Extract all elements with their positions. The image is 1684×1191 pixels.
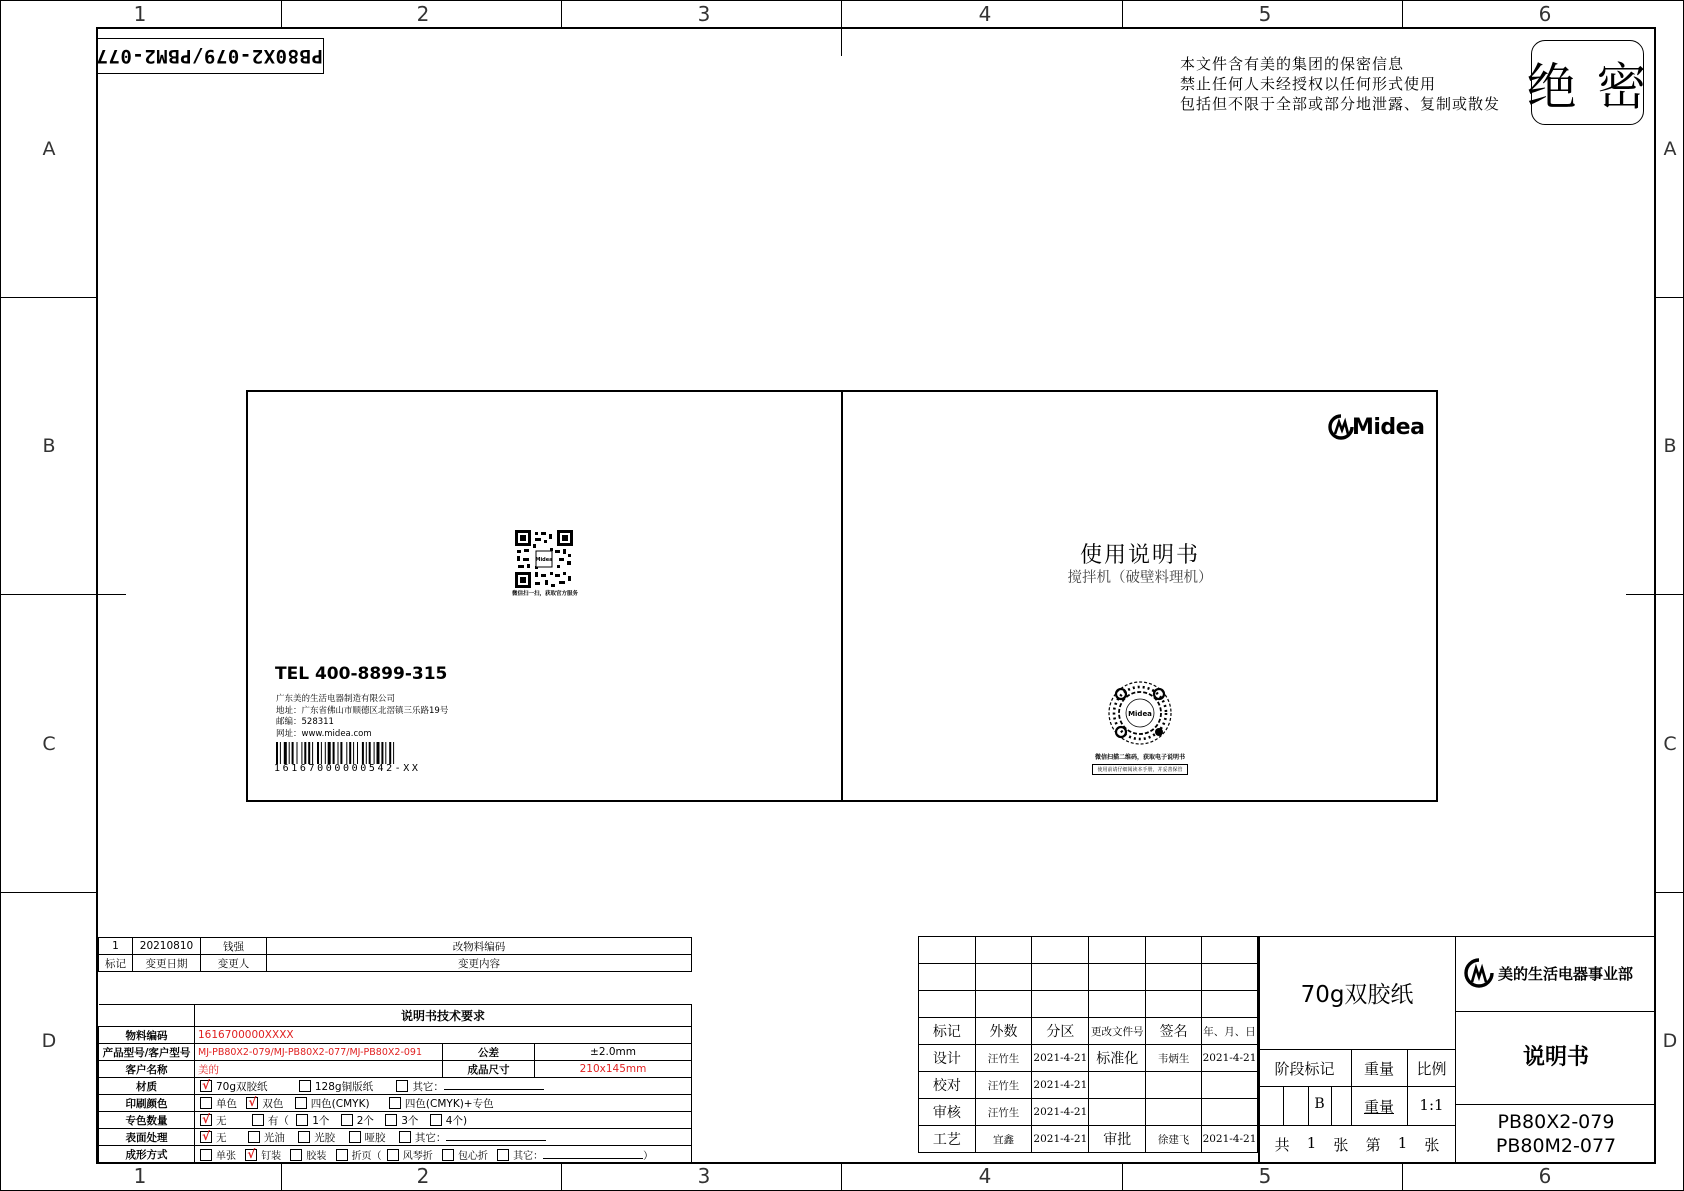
grid-row-b-right: B (1663, 435, 1677, 457)
corner-code-box (96, 38, 324, 74)
opt-surface-other: 其它： (414, 1131, 447, 1144)
tb-review-name: 汪竹生 (975, 1099, 1032, 1126)
opt-forming-other: 其它： (513, 1150, 544, 1162)
tb-weight-value: 重量 (1363, 1098, 1394, 1116)
grid-col-3-bottom: 3 (697, 1164, 711, 1188)
confidential-stamp (1526, 40, 1649, 125)
grid-row-d: D (41, 1030, 57, 1052)
checkbox-material-other[interactable] (396, 1080, 408, 1092)
grid-col-2: 2 (416, 2, 430, 26)
checkbox-single-sheet[interactable] (200, 1149, 212, 1161)
spec-label-material-code: 物料编码 (99, 1027, 195, 1044)
revision-header-content: 变更内容 (267, 955, 692, 972)
tb-standard-name: 韦炳生 (1146, 1045, 1202, 1072)
spec-table (98, 1004, 692, 1163)
spec-label-spot: 专色数量 (99, 1112, 195, 1129)
checkbox-two-color[interactable] (246, 1097, 258, 1109)
spec-title: 说明书技术要求 (195, 1005, 692, 1027)
spec-label-tolerance: 公差 (443, 1044, 535, 1061)
midea-company-logo-icon (1462, 958, 1496, 988)
grid-row-c: C (42, 733, 56, 755)
grid-row-c-right: C (1663, 733, 1677, 755)
spec-label-customer: 客户名称 (99, 1061, 195, 1078)
checkbox-surface-none[interactable] (200, 1131, 212, 1143)
tb-num: 1 (1397, 1134, 1408, 1152)
spec-label-forming: 成形方式 (99, 1146, 195, 1163)
tb-material: 70g双胶纸 (1300, 982, 1414, 1008)
front-subtitle: 搅拌机（破壁料理机） (1067, 570, 1213, 586)
grid-col-5-bottom: 5 (1258, 1164, 1272, 1188)
svg-text:Midea: Midea (535, 557, 553, 563)
spec-material-options (195, 1078, 692, 1095)
grid-col-3: 3 (697, 2, 711, 26)
grid-col-6-bottom: 6 (1538, 1164, 1552, 1188)
checkbox-single-color[interactable] (200, 1097, 212, 1109)
grid-row-a: A (42, 138, 56, 160)
opt-spot-2: 2个 (356, 1114, 374, 1127)
tb-header-count: 外数 (975, 1018, 1032, 1045)
checkbox-spot-1[interactable] (296, 1114, 308, 1126)
opt-128g: 128g铜版纸 (314, 1080, 374, 1093)
tb-header-mark: 标记 (919, 1018, 976, 1045)
spec-tolerance: ±2.0mm (535, 1044, 692, 1061)
tb-total-unit: 张 (1333, 1136, 1349, 1154)
back-address: 地址：广东省佛山市顺德区北滘镇三乐路19号 (276, 705, 449, 716)
opt-glued: 胶装 (306, 1150, 327, 1162)
checkbox-forming-other[interactable] (497, 1149, 509, 1161)
revision-header-date: 变更日期 (133, 955, 201, 972)
grid-row-d-right: D (1662, 1030, 1678, 1052)
tb-approve-date: 2021-4-21 (1201, 1126, 1257, 1153)
notice-line-1: 本文件含有美的集团的保密信息 (1180, 55, 1405, 73)
revision-header-mark: 标记 (99, 955, 133, 972)
grid-row-b: B (42, 435, 56, 457)
opt-single-sheet: 单张 (216, 1150, 236, 1162)
tb-process-name: 宜鑫 (975, 1126, 1032, 1153)
opt-material-other: 其它： (412, 1080, 444, 1093)
opt-spot-4: 4个) (445, 1114, 468, 1127)
checkbox-roll-fold[interactable] (442, 1149, 454, 1161)
front-mini-program-code (1107, 680, 1173, 746)
grid-col-5: 5 (1258, 2, 1272, 26)
spec-label-material: 材质 (99, 1078, 195, 1095)
tb-company (1462, 958, 1633, 988)
tb-weight-label: 重量 (1363, 1060, 1394, 1078)
corner-code: PB80X2-079/PBM2-077 (96, 45, 323, 67)
checkbox-stapled[interactable] (245, 1149, 257, 1161)
tb-model-2: PB80M2-077 (1495, 1135, 1617, 1157)
tb-approve-label: 审批 (1089, 1126, 1146, 1153)
spec-material-code: 1616700000XXXX (195, 1027, 692, 1044)
tb-sheets (1258, 1134, 1456, 1155)
tb-design-name: 汪竹生 (975, 1045, 1032, 1072)
spec-customer: 美的 (195, 1061, 443, 1078)
tb-scale-label: 比例 (1416, 1060, 1447, 1078)
opt-cmyk: 四色(CMYK) (310, 1097, 370, 1110)
tb-num-label: 第 (1365, 1136, 1381, 1154)
checkbox-spot-2[interactable] (341, 1114, 353, 1126)
opt-cmyk-spot: 四色(CMYK)+专色 (404, 1097, 494, 1110)
spec-label-surface: 表面处理 (99, 1129, 195, 1146)
tb-standard-label: 标准化 (1089, 1045, 1146, 1072)
grid-col-2-bottom: 2 (416, 1164, 430, 1188)
revision-date: 20210810 (133, 938, 201, 955)
checkbox-spot-none[interactable] (200, 1114, 212, 1126)
spec-label-model: 产品型号/客户型号 (99, 1044, 195, 1061)
back-qr-caption: 微信扫一扫，获取官方服务 (511, 591, 578, 597)
tb-num-unit: 张 (1424, 1136, 1440, 1154)
grid-col-4: 4 (978, 2, 992, 26)
tb-company-name: 美的生活电器事业部 (1498, 964, 1634, 983)
opt-folded: 折页（ (351, 1150, 382, 1162)
tb-stage-value: B (1314, 1096, 1325, 1112)
midea-swirl-icon (1328, 414, 1354, 440)
tb-stage-label: 阶段标记 (1274, 1060, 1335, 1078)
grid-row-a-right: A (1663, 138, 1677, 160)
opt-spot-none: 无 (216, 1114, 227, 1127)
spec-model: MJ-PB80X2-079/MJ-PB80X2-077/MJ-PB80X2-091 (195, 1044, 443, 1061)
tb-review-date: 2021-4-21 (1032, 1099, 1089, 1126)
revision-table (98, 937, 692, 972)
spec-label-size: 成品尺寸 (443, 1061, 535, 1078)
opt-matte-film: 哑胶 (364, 1131, 386, 1144)
spec-surface-options (195, 1129, 692, 1146)
tb-header-date: 年、月、日 (1201, 1018, 1257, 1045)
opt-stapled: 钉装 (261, 1150, 282, 1162)
stamp-text: 绝 密 (1526, 57, 1649, 116)
opt-spot-3: 3个 (401, 1114, 419, 1127)
opt-two-color: 双色 (262, 1097, 284, 1110)
midea-logo (1328, 414, 1424, 440)
back-tel: TEL 400-8899-315 (275, 664, 448, 684)
tb-header-change-doc: 更改文件号 (1089, 1018, 1146, 1045)
checkbox-128g[interactable] (299, 1080, 311, 1092)
checkbox-70g[interactable] (200, 1080, 212, 1092)
tb-check-name: 汪竹生 (975, 1072, 1032, 1099)
grid-col-1-bottom: 1 (133, 1164, 147, 1188)
checkbox-gloss-film[interactable] (298, 1131, 310, 1143)
opt-single-color: 单色 (216, 1097, 237, 1110)
checkbox-spot-yes[interactable] (252, 1114, 264, 1126)
opt-spot-1: 1个 (312, 1114, 330, 1127)
spec-label-print: 印刷颜色 (99, 1095, 195, 1112)
tb-check-label: 校对 (919, 1072, 976, 1099)
tb-total-label: 共 (1274, 1136, 1290, 1154)
checkbox-varnish[interactable] (248, 1131, 260, 1143)
front-qr-caption: 微信扫描二维码，获取电子说明书 (1094, 754, 1185, 761)
back-company: 广东美的生活电器制造有限公司 (276, 694, 396, 704)
checkbox-accordion[interactable] (387, 1149, 399, 1161)
opt-varnish: 光油 (263, 1131, 285, 1144)
checkbox-folded[interactable] (336, 1149, 348, 1161)
checkbox-matte-film[interactable] (349, 1131, 361, 1143)
confidential-notice (1180, 54, 1500, 114)
checkbox-spot-4[interactable] (430, 1114, 442, 1126)
revision-mark: 1 (99, 938, 133, 955)
notice-line-2: 禁止任何人未经授权以任何形式使用 (1180, 75, 1437, 93)
back-website: 网址：www.midea.com (276, 728, 372, 739)
back-qr-code (515, 530, 573, 588)
tb-check-date: 2021-4-21 (1032, 1072, 1089, 1099)
checkbox-cmyk-spot[interactable] (389, 1097, 401, 1109)
checkbox-glued[interactable] (290, 1149, 302, 1161)
tb-process-label: 工艺 (919, 1126, 976, 1153)
tb-design-date: 2021-4-21 (1032, 1045, 1089, 1072)
opt-roll-fold: 包心折 (457, 1150, 488, 1162)
tb-header-sign: 签名 (1146, 1018, 1202, 1045)
grid-col-6: 6 (1538, 2, 1552, 26)
revision-header-person: 变更人 (201, 955, 267, 972)
opt-forming-close: ） (643, 1150, 654, 1162)
tb-header-zone: 分区 (1032, 1018, 1089, 1045)
checkbox-spot-3[interactable] (385, 1114, 397, 1126)
opt-accordion: 风琴折 (402, 1150, 433, 1162)
opt-gloss-film: 光胶 (314, 1131, 336, 1144)
checkbox-cmyk[interactable] (295, 1097, 307, 1109)
spec-forming-options (195, 1146, 692, 1163)
tb-model-1: PB80X2-079 (1497, 1111, 1615, 1133)
tb-design-label: 设计 (919, 1045, 976, 1072)
midea-brand: Midea (1352, 414, 1425, 440)
back-postcode: 邮编：528311 (276, 717, 334, 727)
mini-code-center-label: Midea (1128, 710, 1152, 718)
spec-spot-options (195, 1112, 692, 1129)
back-contact-info (276, 694, 448, 740)
title-block-grid (918, 936, 1258, 1153)
tb-standard-date: 2021-4-21 (1201, 1045, 1257, 1072)
tb-approve-name: 徐建飞 (1146, 1126, 1202, 1153)
spec-size: 210x145mm (535, 1061, 692, 1078)
opt-70g: 70g双胶纸 (216, 1080, 268, 1093)
barcode-number: 16167000000542-XX (274, 763, 421, 774)
notice-line-3: 包括但不限于全部或部分地泄露、复制或散发 (1180, 95, 1501, 113)
grid-col-4-bottom: 4 (978, 1164, 992, 1188)
tb-total: 1 (1306, 1134, 1317, 1152)
tb-process-date: 2021-4-21 (1032, 1126, 1089, 1153)
opt-surface-none: 无 (216, 1131, 227, 1144)
front-qr-note: 使用前请仔细阅读本手册，并妥善保管 (1092, 764, 1188, 775)
front-title: 使用说明书 (1079, 543, 1200, 568)
spec-print-options (195, 1095, 692, 1112)
revision-content: 改物料编码 (267, 938, 692, 955)
tb-doc-type: 说明书 (1522, 1045, 1589, 1070)
grid-col-1: 1 (133, 2, 147, 26)
tb-scale-value: 1:1 (1419, 1096, 1444, 1114)
revision-person: 钱强 (201, 938, 267, 955)
opt-spot-yes: 有（ (267, 1114, 289, 1127)
checkbox-surface-other[interactable] (399, 1131, 411, 1143)
tb-review-label: 审核 (919, 1099, 976, 1126)
